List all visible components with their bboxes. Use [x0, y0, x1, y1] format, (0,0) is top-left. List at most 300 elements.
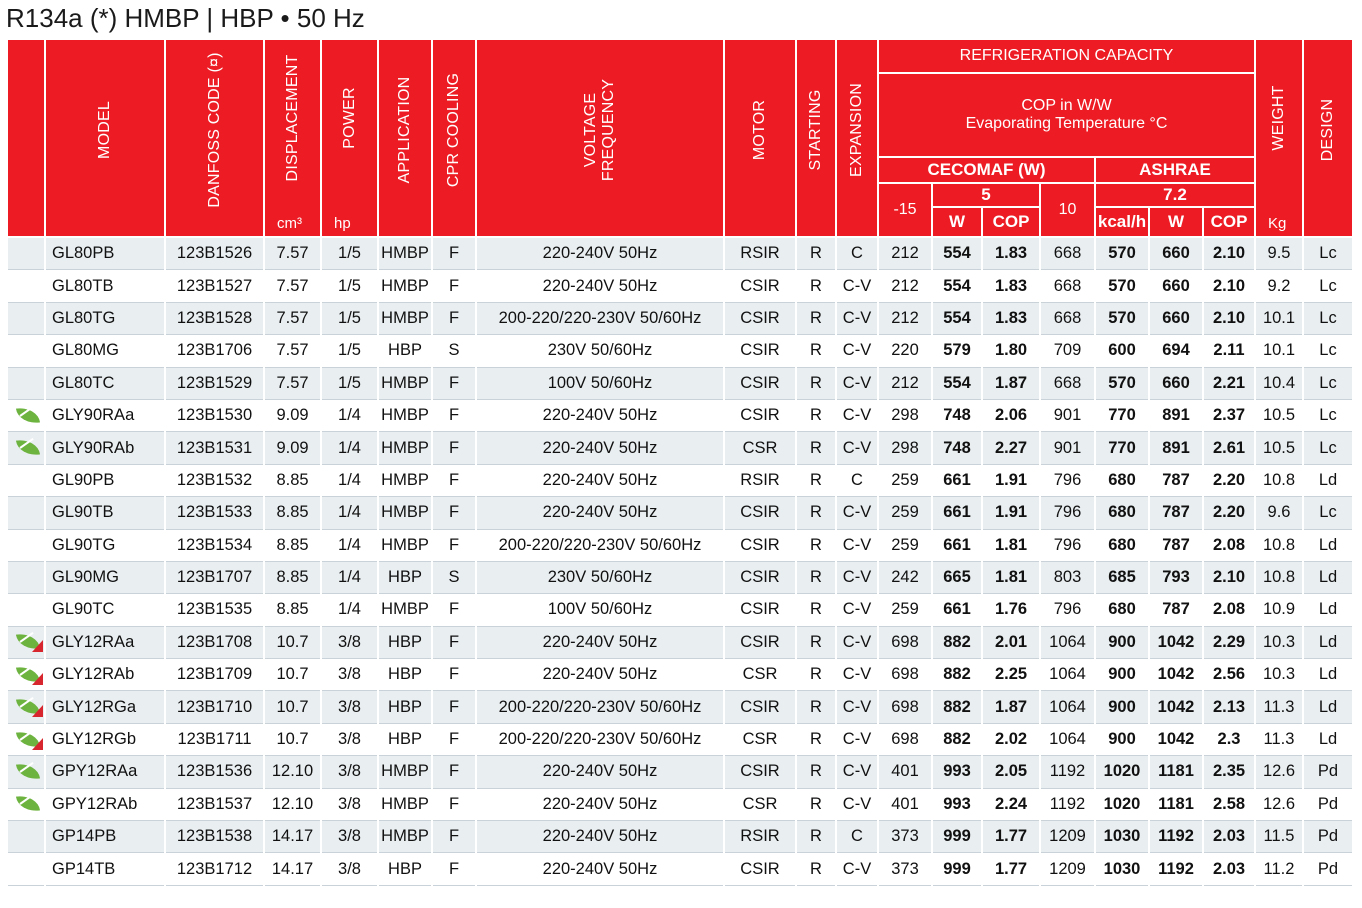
- code-cell: 123B1529: [165, 367, 264, 399]
- header-displacement: DISPLACEMENT cm³: [264, 39, 321, 237]
- power-cell: 1/4: [321, 497, 378, 529]
- table-row: [7, 270, 1353, 302]
- voltage-cell: 220-240V 50Hz: [476, 497, 724, 529]
- voltage-cell: 220-240V 50Hz: [476, 237, 724, 270]
- kcalh-cell: 570: [1095, 270, 1149, 302]
- application-cell: HMBP: [378, 756, 432, 788]
- cooling-cell: F: [432, 497, 476, 529]
- design-cell: Ld: [1303, 594, 1353, 626]
- capacity-w72-cell: 660: [1149, 270, 1203, 302]
- model-cell: GLY90RAb: [45, 432, 165, 464]
- page-title: R134a (*) HMBP | HBP • 50 Hz: [6, 3, 365, 33]
- cooling-cell: F: [432, 723, 476, 755]
- code-cell: 123B1533: [165, 497, 264, 529]
- displacement-cell: 7.57: [264, 270, 321, 302]
- application-cell: HMBP: [378, 367, 432, 399]
- cooling-cell: F: [432, 302, 476, 334]
- capacity-w72-cell: 793: [1149, 561, 1203, 593]
- power-cell: 3/8: [321, 691, 378, 723]
- power-cell: 3/8: [321, 853, 378, 885]
- voltage-cell: 100V 50/60Hz: [476, 594, 724, 626]
- kcalh-cell: 900: [1095, 691, 1149, 723]
- power-cell: 1/5: [321, 367, 378, 399]
- expansion-cell: C-V: [836, 626, 878, 658]
- header-starting: STARTING: [796, 39, 836, 237]
- voltage-cell: 220-240V 50Hz: [476, 788, 724, 820]
- code-cell: 123B1528: [165, 302, 264, 334]
- weight-cell: 12.6: [1255, 788, 1303, 820]
- starting-cell: R: [796, 399, 836, 431]
- cop72-cell: 2.56: [1203, 659, 1255, 691]
- capacity-minus15-cell: 698: [878, 659, 932, 691]
- design-cell: Lc: [1303, 367, 1353, 399]
- code-cell: 123B1537: [165, 788, 264, 820]
- row-icon-cell: [7, 270, 45, 302]
- table-row: [7, 302, 1353, 334]
- kcalh-cell: 1020: [1095, 788, 1149, 820]
- power-cell: 3/8: [321, 659, 378, 691]
- expansion-cell: C-V: [836, 270, 878, 302]
- design-cell: Ld: [1303, 626, 1353, 658]
- cooling-cell: F: [432, 659, 476, 691]
- power-cell: 1/4: [321, 464, 378, 496]
- expansion-cell: C-V: [836, 335, 878, 367]
- capacity-10-cell: 796: [1040, 594, 1095, 626]
- header-temp-minus15: -15: [878, 183, 932, 237]
- design-cell: Ld: [1303, 659, 1353, 691]
- header-weight: WEIGHT Kg: [1255, 39, 1303, 237]
- cop5-cell: 1.87: [982, 367, 1040, 399]
- row-icon-cell: [7, 237, 45, 270]
- displacement-cell: 12.10: [264, 756, 321, 788]
- row-icon-cell: [7, 659, 45, 691]
- table-row: [7, 853, 1353, 885]
- voltage-cell: 220-240V 50Hz: [476, 626, 724, 658]
- kcalh-cell: 770: [1095, 399, 1149, 431]
- eco-leaf-icon: [14, 761, 40, 783]
- row-icon-cell: [7, 756, 45, 788]
- expansion-cell: C: [836, 821, 878, 853]
- capacity-w5-cell: 579: [932, 335, 982, 367]
- cooling-cell: F: [432, 432, 476, 464]
- expansion-cell: C-V: [836, 853, 878, 885]
- header-cop-note: COP in W/W Evaporating Temperature °C: [878, 73, 1255, 157]
- cop5-cell: 2.25: [982, 659, 1040, 691]
- voltage-cell: 220-240V 50Hz: [476, 270, 724, 302]
- kcalh-cell: 680: [1095, 464, 1149, 496]
- design-cell: Lc: [1303, 237, 1353, 270]
- weight-cell: 11.3: [1255, 691, 1303, 723]
- model-cell: GL80MG: [45, 335, 165, 367]
- header-expansion: EXPANSION: [836, 39, 878, 237]
- cop5-cell: 1.87: [982, 691, 1040, 723]
- model-cell: GPY12RAb: [45, 788, 165, 820]
- capacity-minus15-cell: 373: [878, 853, 932, 885]
- motor-cell: CSIR: [724, 691, 796, 723]
- cop5-cell: 2.06: [982, 399, 1040, 431]
- kcalh-cell: 1020: [1095, 756, 1149, 788]
- cop5-cell: 1.76: [982, 594, 1040, 626]
- starting-cell: R: [796, 432, 836, 464]
- header-cop-5: COP: [982, 207, 1040, 237]
- cop72-cell: 2.58: [1203, 788, 1255, 820]
- model-cell: GL90TC: [45, 594, 165, 626]
- code-cell: 123B1536: [165, 756, 264, 788]
- design-cell: Ld: [1303, 691, 1353, 723]
- expansion-cell: C-V: [836, 788, 878, 820]
- expansion-cell: C-V: [836, 302, 878, 334]
- cop72-cell: 2.20: [1203, 497, 1255, 529]
- voltage-cell: 220-240V 50Hz: [476, 853, 724, 885]
- cooling-cell: F: [432, 691, 476, 723]
- design-cell: Lc: [1303, 497, 1353, 529]
- capacity-w5-cell: 882: [932, 723, 982, 755]
- cop5-cell: 1.81: [982, 561, 1040, 593]
- design-cell: Pd: [1303, 788, 1353, 820]
- capacity-w72-cell: 660: [1149, 302, 1203, 334]
- cop72-cell: 2.11: [1203, 335, 1255, 367]
- voltage-cell: 230V 50/60Hz: [476, 335, 724, 367]
- power-cell: 1/5: [321, 302, 378, 334]
- kcalh-cell: 900: [1095, 723, 1149, 755]
- row-icon-cell: [7, 561, 45, 593]
- eco-leaf-icon: [14, 437, 40, 459]
- power-cell: 3/8: [321, 821, 378, 853]
- header-icon-column: [7, 39, 45, 237]
- code-cell: 123B1711: [165, 723, 264, 755]
- capacity-w5-cell: 665: [932, 561, 982, 593]
- application-cell: HBP: [378, 691, 432, 723]
- header-refrigeration-capacity: REFRIGERATION CAPACITY: [878, 39, 1255, 73]
- design-cell: Pd: [1303, 756, 1353, 788]
- row-icon-cell: [7, 432, 45, 464]
- cop72-cell: 2.13: [1203, 691, 1255, 723]
- motor-cell: CSIR: [724, 497, 796, 529]
- capacity-minus15-cell: 259: [878, 464, 932, 496]
- cop5-cell: 1.83: [982, 237, 1040, 270]
- application-cell: HBP: [378, 659, 432, 691]
- capacity-w5-cell: 661: [932, 464, 982, 496]
- model-cell: GL90PB: [45, 464, 165, 496]
- capacity-w5-cell: 554: [932, 270, 982, 302]
- model-cell: GPY12RAa: [45, 756, 165, 788]
- expansion-cell: C-V: [836, 561, 878, 593]
- table-row: [7, 529, 1353, 561]
- table-row: [7, 723, 1353, 755]
- code-cell: 123B1535: [165, 594, 264, 626]
- cop72-cell: 2.08: [1203, 529, 1255, 561]
- capacity-w5-cell: 554: [932, 367, 982, 399]
- row-icon-cell: [7, 497, 45, 529]
- kcalh-cell: 685: [1095, 561, 1149, 593]
- voltage-cell: 230V 50/60Hz: [476, 561, 724, 593]
- motor-cell: CSIR: [724, 367, 796, 399]
- displacement-cell: 8.85: [264, 497, 321, 529]
- power-cell: 1/4: [321, 432, 378, 464]
- displacement-cell: 8.85: [264, 464, 321, 496]
- motor-cell: RSIR: [724, 237, 796, 270]
- capacity-w5-cell: 748: [932, 432, 982, 464]
- cop72-cell: 2.35: [1203, 756, 1255, 788]
- cop72-cell: 2.21: [1203, 367, 1255, 399]
- expansion-cell: C-V: [836, 659, 878, 691]
- starting-cell: R: [796, 302, 836, 334]
- cooling-cell: F: [432, 626, 476, 658]
- kcalh-cell: 680: [1095, 594, 1149, 626]
- design-cell: Lc: [1303, 335, 1353, 367]
- code-cell: 123B1707: [165, 561, 264, 593]
- weight-cell: 10.1: [1255, 335, 1303, 367]
- capacity-minus15-cell: 212: [878, 270, 932, 302]
- voltage-cell: 220-240V 50Hz: [476, 432, 724, 464]
- weight-cell: 10.3: [1255, 626, 1303, 658]
- cop72-cell: 2.03: [1203, 821, 1255, 853]
- weight-cell: 10.4: [1255, 367, 1303, 399]
- model-cell: GLY90RAa: [45, 399, 165, 431]
- model-cell: GL80TG: [45, 302, 165, 334]
- capacity-10-cell: 668: [1040, 237, 1095, 270]
- displacement-cell: 9.09: [264, 399, 321, 431]
- weight-cell: 11.3: [1255, 723, 1303, 755]
- capacity-minus15-cell: 220: [878, 335, 932, 367]
- model-cell: GL90TB: [45, 497, 165, 529]
- weight-cell: 11.5: [1255, 821, 1303, 853]
- model-cell: GLY12RAb: [45, 659, 165, 691]
- capacity-w5-cell: 993: [932, 756, 982, 788]
- capacity-10-cell: 668: [1040, 302, 1095, 334]
- eco-leaf-warning-icon: [14, 664, 40, 686]
- model-cell: GL80TC: [45, 367, 165, 399]
- cop72-cell: 2.10: [1203, 270, 1255, 302]
- design-cell: Ld: [1303, 464, 1353, 496]
- header-w-5: W: [932, 207, 982, 237]
- capacity-w72-cell: 660: [1149, 237, 1203, 270]
- capacity-w5-cell: 748: [932, 399, 982, 431]
- application-cell: HMBP: [378, 270, 432, 302]
- capacity-w5-cell: 999: [932, 821, 982, 853]
- design-cell: Pd: [1303, 821, 1353, 853]
- voltage-cell: 200-220/220-230V 50/60Hz: [476, 302, 724, 334]
- header-voltage-frequency: VOLTAGE FREQUENCY: [476, 39, 724, 237]
- voltage-cell: 200-220/220-230V 50/60Hz: [476, 723, 724, 755]
- cop72-cell: 2.08: [1203, 594, 1255, 626]
- cop5-cell: 1.81: [982, 529, 1040, 561]
- displacement-cell: 10.7: [264, 626, 321, 658]
- cop72-cell: 2.37: [1203, 399, 1255, 431]
- row-icon-cell: [7, 723, 45, 755]
- capacity-10-cell: 709: [1040, 335, 1095, 367]
- cop5-cell: 2.24: [982, 788, 1040, 820]
- cop5-cell: 2.01: [982, 626, 1040, 658]
- model-cell: GL80PB: [45, 237, 165, 270]
- capacity-minus15-cell: 373: [878, 821, 932, 853]
- displacement-cell: 7.57: [264, 367, 321, 399]
- row-icon-cell: [7, 399, 45, 431]
- capacity-w72-cell: 787: [1149, 594, 1203, 626]
- row-icon-cell: [7, 302, 45, 334]
- eco-leaf-warning-icon: [14, 696, 40, 718]
- header-temp-5: 5: [932, 183, 1040, 207]
- cooling-cell: F: [432, 756, 476, 788]
- spec-table: [6, 38, 1354, 886]
- application-cell: HMBP: [378, 788, 432, 820]
- cooling-cell: S: [432, 561, 476, 593]
- table-row: [7, 594, 1353, 626]
- row-icon-cell: [7, 335, 45, 367]
- header-ashrae: ASHRAE: [1095, 157, 1255, 183]
- cooling-cell: F: [432, 594, 476, 626]
- cop5-cell: 2.27: [982, 432, 1040, 464]
- expansion-cell: C-V: [836, 399, 878, 431]
- voltage-cell: 220-240V 50Hz: [476, 756, 724, 788]
- kcalh-cell: 770: [1095, 432, 1149, 464]
- displacement-cell: 7.57: [264, 237, 321, 270]
- cop5-cell: 2.05: [982, 756, 1040, 788]
- capacity-w72-cell: 891: [1149, 399, 1203, 431]
- power-cell: 3/8: [321, 626, 378, 658]
- cooling-cell: F: [432, 529, 476, 561]
- table-row: [7, 756, 1353, 788]
- power-cell: 3/8: [321, 723, 378, 755]
- capacity-w72-cell: 787: [1149, 497, 1203, 529]
- cop72-cell: 2.10: [1203, 237, 1255, 270]
- eco-leaf-warning-icon: [14, 729, 40, 751]
- displacement-cell: 8.85: [264, 529, 321, 561]
- cop5-cell: 1.83: [982, 270, 1040, 302]
- eco-leaf-warning-icon: [14, 631, 40, 653]
- model-cell: GLY12RGa: [45, 691, 165, 723]
- header-design: DESIGN: [1303, 39, 1353, 237]
- expansion-cell: C-V: [836, 756, 878, 788]
- motor-cell: CSR: [724, 788, 796, 820]
- motor-cell: RSIR: [724, 821, 796, 853]
- model-cell: GP14PB: [45, 821, 165, 853]
- capacity-10-cell: 1064: [1040, 691, 1095, 723]
- capacity-w72-cell: 1192: [1149, 821, 1203, 853]
- voltage-cell: 220-240V 50Hz: [476, 399, 724, 431]
- starting-cell: R: [796, 529, 836, 561]
- capacity-minus15-cell: 212: [878, 367, 932, 399]
- capacity-w5-cell: 882: [932, 691, 982, 723]
- header-code: DANFOSS CODE (¤): [165, 39, 264, 237]
- header-temp-7-2: 7.2: [1095, 183, 1255, 207]
- weight-cell: 10.3: [1255, 659, 1303, 691]
- capacity-minus15-cell: 698: [878, 626, 932, 658]
- capacity-w72-cell: 787: [1149, 529, 1203, 561]
- capacity-10-cell: 1064: [1040, 626, 1095, 658]
- capacity-w5-cell: 661: [932, 529, 982, 561]
- application-cell: HMBP: [378, 594, 432, 626]
- capacity-10-cell: 1192: [1040, 788, 1095, 820]
- kcalh-cell: 570: [1095, 302, 1149, 334]
- power-cell: 3/8: [321, 788, 378, 820]
- starting-cell: R: [796, 626, 836, 658]
- cooling-cell: F: [432, 270, 476, 302]
- code-cell: 123B1530: [165, 399, 264, 431]
- cooling-cell: F: [432, 788, 476, 820]
- application-cell: HBP: [378, 626, 432, 658]
- weight-cell: 11.2: [1255, 853, 1303, 885]
- model-cell: GLY12RGb: [45, 723, 165, 755]
- kcalh-cell: 1030: [1095, 853, 1149, 885]
- capacity-minus15-cell: 242: [878, 561, 932, 593]
- design-cell: Lc: [1303, 302, 1353, 334]
- cop5-cell: 1.91: [982, 497, 1040, 529]
- power-cell: 1/4: [321, 529, 378, 561]
- kcalh-cell: 1030: [1095, 821, 1149, 853]
- weight-cell: 10.9: [1255, 594, 1303, 626]
- capacity-10-cell: 1209: [1040, 821, 1095, 853]
- weight-cell: 12.6: [1255, 756, 1303, 788]
- capacity-w5-cell: 554: [932, 302, 982, 334]
- design-cell: Pd: [1303, 853, 1353, 885]
- expansion-cell: C-V: [836, 529, 878, 561]
- cop72-cell: 2.29: [1203, 626, 1255, 658]
- cop72-cell: 2.10: [1203, 561, 1255, 593]
- weight-cell: 10.8: [1255, 464, 1303, 496]
- row-icon-cell: [7, 788, 45, 820]
- capacity-minus15-cell: 401: [878, 788, 932, 820]
- cooling-cell: F: [432, 853, 476, 885]
- capacity-w72-cell: 1192: [1149, 853, 1203, 885]
- capacity-w5-cell: 999: [932, 853, 982, 885]
- cop72-cell: 2.10: [1203, 302, 1255, 334]
- code-cell: 123B1710: [165, 691, 264, 723]
- motor-cell: CSIR: [724, 399, 796, 431]
- cooling-cell: F: [432, 367, 476, 399]
- header-temp-10: 10: [1040, 183, 1095, 237]
- design-cell: Ld: [1303, 723, 1353, 755]
- motor-cell: RSIR: [724, 464, 796, 496]
- motor-cell: CSIR: [724, 561, 796, 593]
- table-row: [7, 399, 1353, 431]
- weight-cell: 9.5: [1255, 237, 1303, 270]
- design-cell: Lc: [1303, 270, 1353, 302]
- displacement-cell: 12.10: [264, 788, 321, 820]
- starting-cell: R: [796, 594, 836, 626]
- capacity-10-cell: 796: [1040, 464, 1095, 496]
- motor-cell: CSIR: [724, 302, 796, 334]
- table-row: [7, 788, 1353, 820]
- application-cell: HBP: [378, 561, 432, 593]
- power-cell: 1/5: [321, 237, 378, 270]
- row-icon-cell: [7, 367, 45, 399]
- cooling-cell: F: [432, 237, 476, 270]
- eco-leaf-icon: [14, 405, 40, 427]
- capacity-minus15-cell: 212: [878, 302, 932, 334]
- displacement-cell: 14.17: [264, 853, 321, 885]
- application-cell: HMBP: [378, 529, 432, 561]
- displacement-cell: 10.7: [264, 723, 321, 755]
- expansion-cell: C-V: [836, 594, 878, 626]
- model-cell: GL90TG: [45, 529, 165, 561]
- table-row: [7, 335, 1353, 367]
- capacity-w72-cell: 1042: [1149, 723, 1203, 755]
- cooling-cell: F: [432, 399, 476, 431]
- expansion-cell: C-V: [836, 497, 878, 529]
- capacity-w72-cell: 694: [1149, 335, 1203, 367]
- cop5-cell: 1.77: [982, 821, 1040, 853]
- header-cooling: CPR COOLING: [432, 39, 476, 237]
- cop5-cell: 2.02: [982, 723, 1040, 755]
- kcalh-cell: 900: [1095, 659, 1149, 691]
- design-cell: Ld: [1303, 561, 1353, 593]
- code-cell: 123B1709: [165, 659, 264, 691]
- weight-cell: 9.6: [1255, 497, 1303, 529]
- displacement-cell: 8.85: [264, 594, 321, 626]
- weight-cell: 10.8: [1255, 529, 1303, 561]
- capacity-minus15-cell: 401: [878, 756, 932, 788]
